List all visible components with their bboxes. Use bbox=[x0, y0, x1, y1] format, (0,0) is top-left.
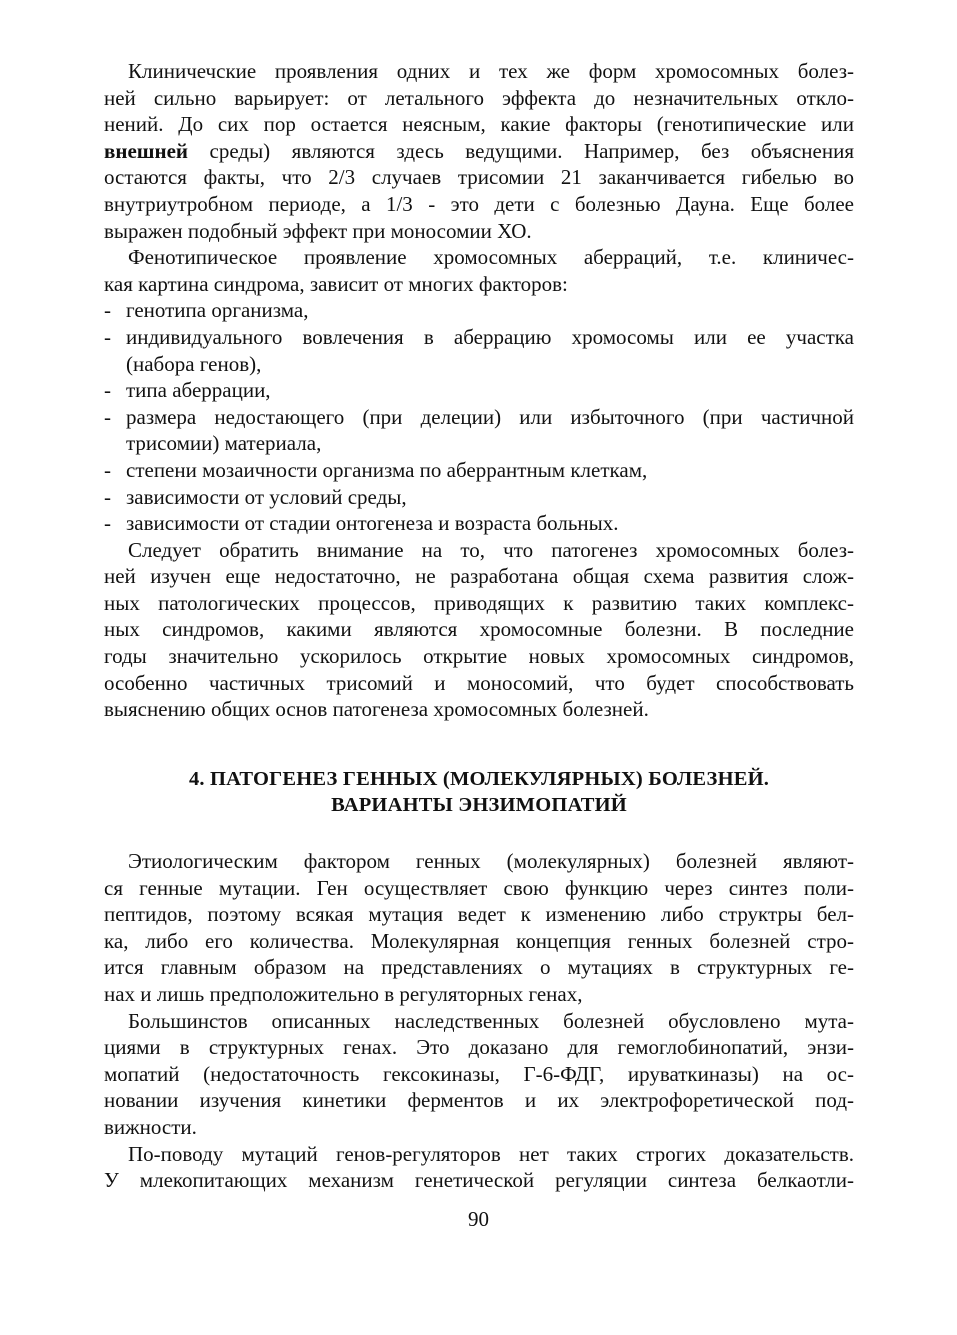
list-item-continuation: трисомии) материала, bbox=[126, 431, 322, 456]
text-line: выражен подобный эффект при моносомии ХО. bbox=[104, 218, 532, 243]
text-line: Большинстов описанных наследственных болезней обусловлено мута- bbox=[128, 1008, 854, 1033]
list-item-text: степени мозаичности организма по аберрантным клеткам, bbox=[126, 457, 648, 482]
text-fragment: среды) являются здесь ведущими. Например, без объяснения bbox=[188, 138, 854, 163]
text-line: мопатий (недостаточность гексокиназы, Г-6-ФДГ, ируваткиназы) на ос- bbox=[104, 1061, 854, 1086]
text-line: По-поводу мутаций генов-регуляторов нет таких строгих доказательств. bbox=[128, 1141, 854, 1166]
text-line: вижности. bbox=[104, 1114, 197, 1139]
text-line: новании изучения кинетики ферментов и их электрофоретической под- bbox=[104, 1088, 854, 1113]
text-line: У млекопитающих механизм генетической регуляции синтеза белкаотли- bbox=[104, 1168, 854, 1193]
dash-marker: - bbox=[104, 404, 111, 429]
dash-marker: - bbox=[104, 298, 111, 323]
dash-marker: - bbox=[104, 484, 111, 509]
text-line: ней сильно варьирует: от летального эффекта до незначительных откло- bbox=[104, 85, 854, 110]
list-item-text: типа аберрации, bbox=[126, 378, 271, 403]
dash-marker: - bbox=[104, 457, 111, 482]
section-heading bbox=[104, 766, 854, 818]
dash-marker: - bbox=[104, 378, 111, 403]
text-line: ных синдромов, какими являются хромосомные болезни. В последние bbox=[104, 617, 854, 642]
text-block-upper bbox=[104, 58, 854, 723]
bold-word: внешней bbox=[104, 138, 189, 163]
text-line: выяснению общих основ патогенеза хромосомных болезней. bbox=[104, 697, 649, 722]
text-line: ных патологических процессов, приводящих к развитию таких комплекс- bbox=[104, 590, 854, 615]
paragraph-3 bbox=[104, 537, 854, 723]
list-item bbox=[104, 510, 854, 537]
section-heading-line-1: 4. ПАТОГЕНЕЗ ГЕННЫХ (МОЛЕКУЛЯРНЫХ) БОЛЕЗНЕЙ. bbox=[188, 768, 770, 790]
list-item-text: генотипа организма, bbox=[126, 298, 309, 323]
list-item bbox=[104, 404, 854, 431]
text-line: пептидов, поэтому всякая мутация ведет к изменению либо структры бел- bbox=[104, 902, 854, 927]
paragraph-2 bbox=[104, 244, 854, 297]
list-item-text: индивидуального вовлечения в аберрацию хромосомы или ее участка bbox=[126, 324, 854, 349]
text-line: внутриутробном периоде, а 1/3 - это дети с болезнью Дауна. Еще более bbox=[104, 191, 854, 216]
text-line: ка, либо его количества. Молекулярная концепция генных болезней стро- bbox=[104, 928, 854, 953]
list-item bbox=[104, 377, 854, 404]
paragraph-4 bbox=[104, 848, 854, 1008]
text-line: ся генные мутации. Ген осуществляет свою функцию через синтез поли- bbox=[104, 875, 854, 900]
list-item bbox=[104, 484, 854, 511]
text-line: кая картина синдрома, зависит от многих факторов: bbox=[104, 271, 568, 296]
list-item-text: зависимости от стадии онтогенеза и возраста больных. bbox=[126, 511, 619, 536]
list-item bbox=[104, 457, 854, 484]
list-item-text: размера недостающего (при делеции) или избыточного (при частичной bbox=[126, 404, 854, 429]
paragraph-6 bbox=[104, 1141, 854, 1194]
text-line: годы значительно ускорилось открытие новых хромосомных синдромов, bbox=[104, 644, 854, 669]
list-item bbox=[104, 324, 854, 351]
text-line: нах и лишь предположительно в регуляторных генах, bbox=[104, 981, 583, 1006]
text-line: Этиологическим фактором генных (молекулярных) болезней являют- bbox=[128, 849, 854, 873]
list-item-text: зависимости от условий среды, bbox=[126, 484, 407, 509]
text-line: Клиничечские проявления одних и тех же форм хромосомных болез- bbox=[128, 59, 854, 83]
text-line: Следует обратить внимание на то, что патогенез хромосомных болез- bbox=[128, 537, 854, 562]
factor-list bbox=[104, 297, 854, 536]
text-line bbox=[104, 138, 854, 165]
paragraph-5 bbox=[104, 1008, 854, 1141]
list-item bbox=[104, 297, 854, 324]
text-line: ится главным образом на представлениях о мутациях в структурных ге- bbox=[104, 955, 854, 980]
text-line: особенно частичных трисомий и моносомий, что будет способствовать bbox=[104, 670, 854, 695]
text-line: нений. До сих пор остается неясным, какие факторы (генотипические или bbox=[104, 112, 854, 137]
paragraph-1 bbox=[104, 58, 854, 244]
text-block-lower bbox=[104, 848, 854, 1194]
text-line: Фенотипическое проявление хромосомных аберраций, т.е. клиничес- bbox=[128, 245, 854, 270]
dash-marker: - bbox=[104, 324, 111, 349]
dash-marker: - bbox=[104, 511, 111, 536]
text-line: циями в структурных генах. Это доказано для гемоглобинопатий, энзи- bbox=[104, 1035, 854, 1060]
text-line: остаются факты, что 2/3 случаев трисомии 21 заканчивается гибелью во bbox=[104, 165, 854, 190]
text-line: ней изучен еще недостаточно, не разработана общая схема развития слож- bbox=[104, 564, 854, 589]
list-item-continuation: (набора генов), bbox=[126, 351, 262, 376]
page-number: 90 bbox=[468, 1207, 489, 1231]
section-heading-line-2: ВАРИАНТЫ ЭНЗИМОПАТИЙ bbox=[331, 794, 627, 816]
